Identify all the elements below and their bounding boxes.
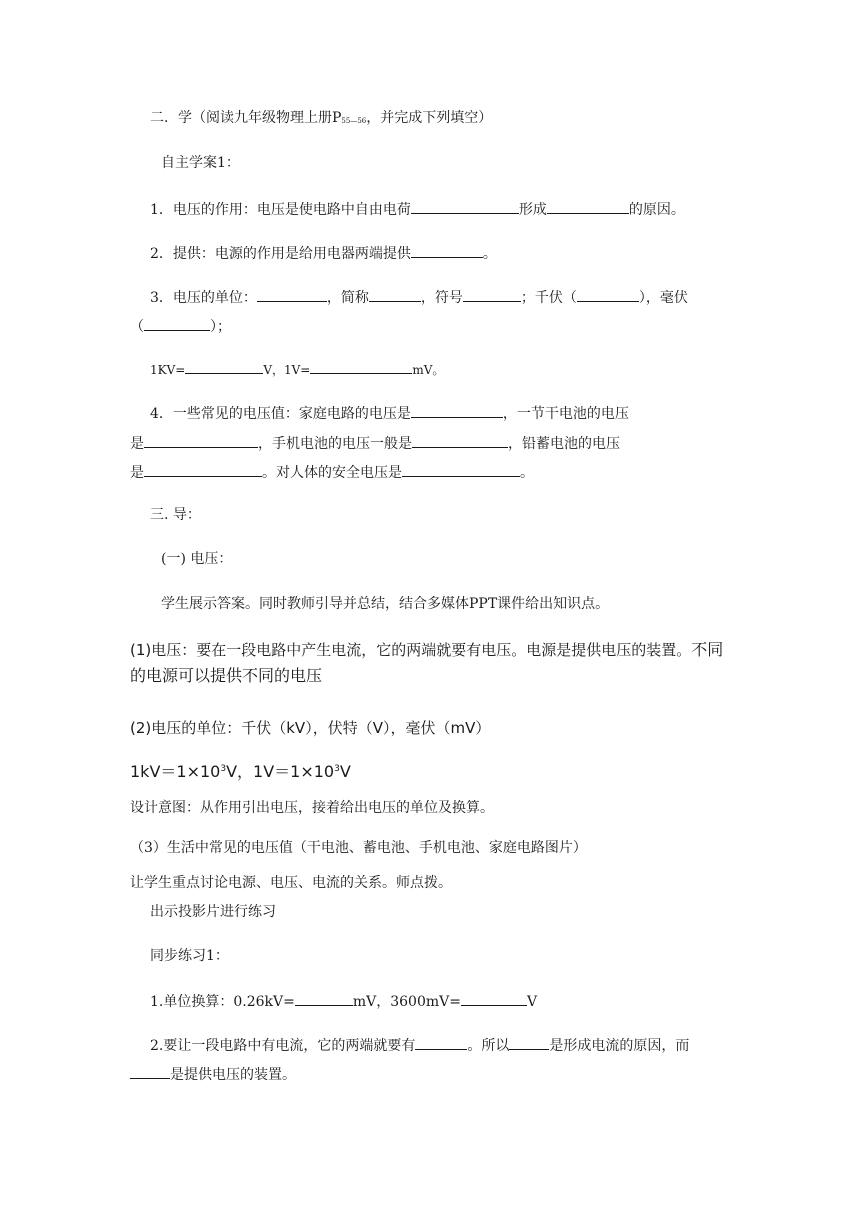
point-1: (1)电压：要在一段电路中产生电流，它的两端就要有电压。电源是提供电压的装置。不同 — [130, 640, 724, 659]
question-1: 1．电压的作用：电压是使电路中自由电荷 形成 的原因。 — [150, 198, 685, 220]
point-1-cont: 的电源可以提供不同的电压 — [130, 666, 323, 685]
blank[interactable] — [144, 432, 258, 448]
question-3-conversion: 1KV= V，1V= mV。 — [150, 358, 444, 380]
question-3: 3．电压的单位： ，简称 ，符号 ；千伏（ ），毫伏 — [150, 286, 688, 308]
blank[interactable] — [411, 242, 483, 258]
slide-practice-text: 出示投影片进行练习 — [150, 904, 276, 920]
blank[interactable] — [144, 461, 262, 477]
blank[interactable] — [185, 358, 263, 374]
point-3-common-voltages: （3）生活中常见的电压值（干电池、蓄电池、手机电池、家庭电路图片） — [130, 840, 587, 856]
question-4: 4．一些常见的电压值：家庭电路的电压是 ，一节干电池的电压 — [150, 402, 629, 424]
blank[interactable] — [402, 461, 520, 477]
exercise-1: 1.单位换算：0.26kV= mV，3600mV= V — [150, 990, 537, 1012]
blank[interactable] — [295, 990, 353, 1006]
section-3-heading: 三. 导： — [150, 507, 201, 523]
blank[interactable] — [509, 1034, 549, 1050]
blank[interactable] — [310, 358, 412, 374]
blank[interactable] — [144, 315, 210, 331]
exercise-2: 2.要让一段电路中有电流，它的两端就要有 。所以 是形成电流的原因，而 — [150, 1034, 689, 1056]
sync-practice-1-label: 同步练习1： — [150, 948, 229, 964]
blank[interactable] — [411, 402, 503, 418]
blank[interactable] — [461, 990, 527, 1006]
unit-conversion: $1kV=1\times 10^3V$，$1V=1\times 10^3V$ — [130, 762, 351, 781]
blank[interactable] — [415, 1034, 467, 1050]
blank[interactable] — [411, 198, 519, 214]
blank[interactable] — [547, 198, 629, 214]
section-2-heading: 二．学（阅读九年级物理上册$P_{55—56}$，并完成下列填空） — [150, 110, 493, 126]
point-2-units: (2)电压的单位：千伏（kV），伏特（V），毫伏（mV） — [130, 719, 491, 737]
blank[interactable] — [130, 1063, 170, 1079]
blank[interactable] — [577, 286, 639, 302]
subsection-voltage: (一) 电压： — [161, 551, 233, 567]
student-show-text: 学生展示答案。同时教师引导并总结，结合多媒体PPT课件给出知识点。 — [161, 596, 610, 612]
self-study-1-label: 自主学案1： — [161, 155, 240, 171]
exercise-2-cont: 是提供电压的装置。 — [130, 1063, 296, 1085]
question-2: 2．提供：电源的作用是给用电器两端提供 。 — [150, 242, 497, 264]
question-4-line2: 是 ，手机电池的电压一般是 ，铅蓄电池的电压 — [130, 432, 620, 454]
blank[interactable] — [257, 286, 327, 302]
blank[interactable] — [412, 432, 508, 448]
blank[interactable] — [463, 286, 521, 302]
design-intent: 设计意图：从作用引出电压，接着给出电压的单位及换算。 — [130, 800, 494, 816]
question-4-line3: 是 。对人体的安全电压是 。 — [130, 461, 534, 483]
blank[interactable] — [369, 286, 421, 302]
discussion-text: 让学生重点讨论电源、电压、电流的关系。师点拨。 — [130, 875, 452, 891]
question-3-cont: （ ）； — [130, 315, 231, 337]
